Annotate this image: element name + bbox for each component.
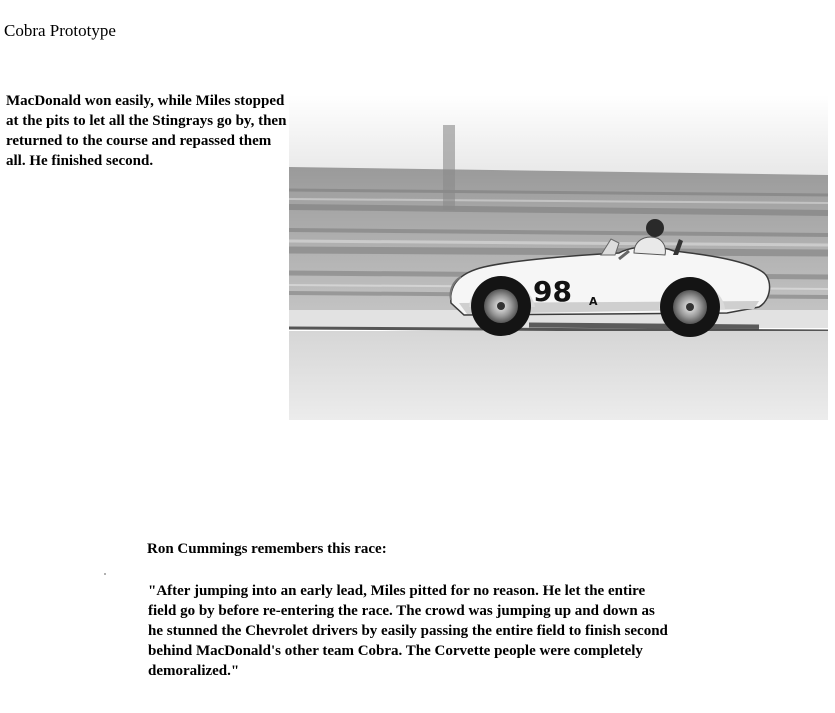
- car-shadow: [529, 325, 759, 327]
- rear-wheel: [660, 277, 720, 337]
- car-number: 98: [533, 275, 572, 308]
- road: [289, 331, 828, 420]
- page-title: Cobra Prototype: [4, 21, 116, 40]
- race-photo-graphic: [289, 95, 828, 420]
- scan-speck: [104, 573, 106, 575]
- race-photo: [289, 95, 828, 420]
- car-number-suffix: A: [589, 295, 598, 308]
- quote-heading: Ron Cummings remembers this race:: [147, 541, 387, 557]
- sky: [289, 95, 828, 175]
- quote-text: "After jumping into an early lead, Miles pitted for no reason. He let the entire field go by before re-entering the race. The crowd was jumping up and down as he stunned the Chevrolet drivers by easily passing the entire field to finish second behind MacDonald's other team Cobra. The Corvette people were completely demoralized.": [148, 583, 668, 679]
- front-wheel: [471, 276, 531, 336]
- blurred-post: [443, 125, 455, 210]
- driver-helmet: [646, 219, 664, 237]
- intro-paragraph: MacDonald won easily, while Miles stopped at the pits to let all the Stingrays go by, then returned to the course and repassed them all. He finished second.: [6, 93, 287, 169]
